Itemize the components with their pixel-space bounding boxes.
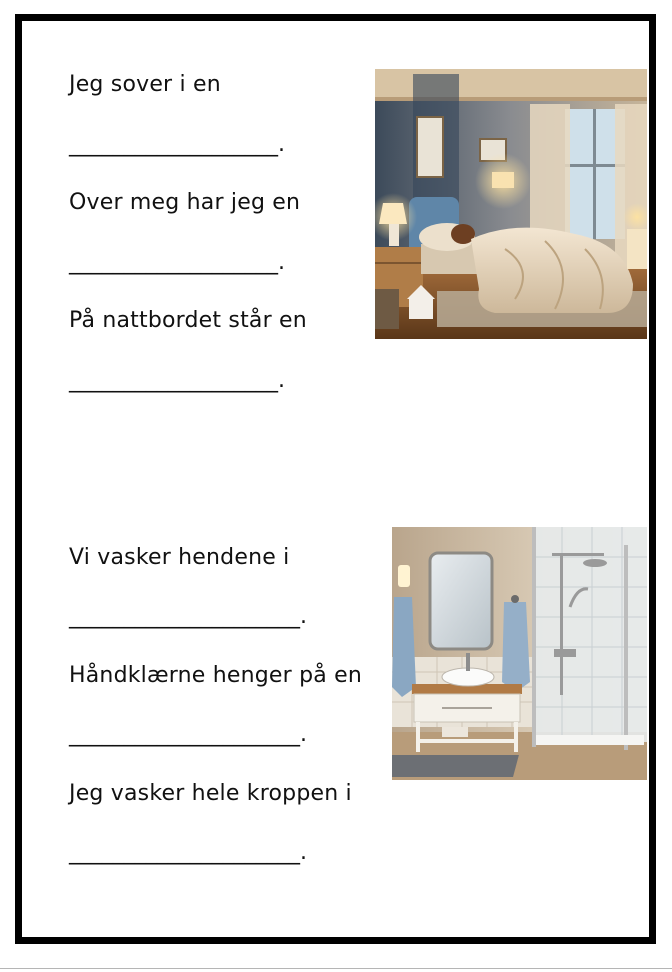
- bedroom-sentence-2: Over meg har jeg en: [69, 190, 301, 215]
- bathroom-blank-2: _____________________.: [69, 722, 307, 747]
- bathroom-sentence-1: Vi vasker hendene i: [69, 545, 290, 570]
- bedroom-sentence-3: På nattbordet står en: [69, 308, 307, 333]
- bathroom-sentence-2: Håndklærne henger på en: [69, 663, 362, 688]
- page-bottom-divider: [0, 968, 672, 969]
- bedroom-illustration-icon: [375, 69, 647, 339]
- bedroom-sentence-1: Jeg sover i en: [69, 72, 221, 97]
- bedroom-blank-3: ___________________.: [69, 368, 285, 393]
- bathroom-sentence-3: Jeg vasker hele kroppen i: [69, 781, 352, 806]
- bathroom-illustration-icon: [392, 527, 647, 780]
- bathroom-blank-3: _____________________.: [69, 840, 307, 865]
- bedroom-blank-1: ___________________.: [69, 132, 285, 157]
- bathroom-blank-1: _____________________.: [69, 604, 307, 629]
- bedroom-blank-2: ___________________.: [69, 250, 285, 275]
